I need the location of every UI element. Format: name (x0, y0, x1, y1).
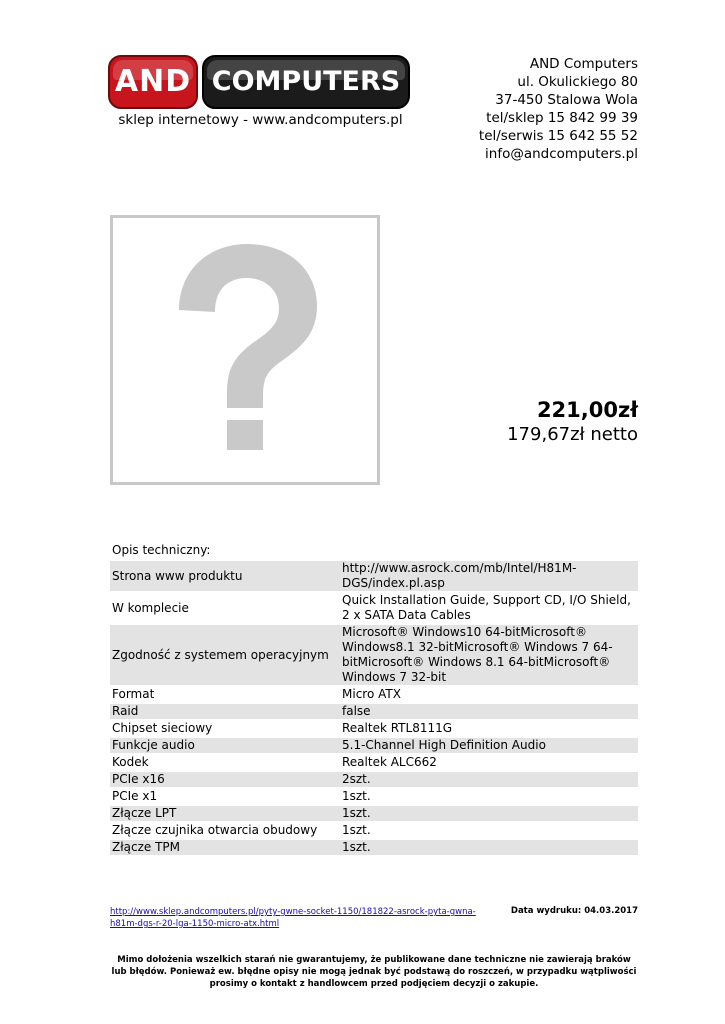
spec-row (110, 789, 638, 804)
spec-label: Złącze LPT (110, 806, 340, 821)
spec-row (110, 593, 638, 623)
spec-row (110, 738, 638, 753)
spec-label: Złącze TPM (110, 840, 340, 855)
spec-value: Realtek RTL8111G (342, 721, 453, 735)
spec-table (110, 559, 638, 857)
spec-label: PCIe x1 (112, 789, 158, 803)
spec-label: Złącze czujnika otwarcia obudowy (112, 823, 318, 837)
company-email: info@andcomputers.pl (485, 146, 638, 162)
price-net: 179,67zł netto (507, 424, 638, 445)
spec-label: Raid (110, 704, 340, 719)
spec-value: 1szt. (342, 789, 371, 803)
spec-row (110, 625, 638, 685)
spec-value: 5.1-Channel High Definition Audio (340, 738, 638, 753)
spec-value: 1szt. (340, 806, 638, 821)
spec-label: Kodek (112, 755, 149, 769)
spec-row (110, 772, 638, 787)
spec-label: Funkcje audio (110, 738, 340, 753)
spec-row (110, 823, 638, 838)
company-city: 37-450 Stalowa Wola (495, 92, 638, 108)
logo-and-block (108, 55, 198, 109)
spec-label: Strona www produktu (110, 561, 340, 591)
disclaimer: Mimo dołożenia wszelkich starań nie gwarantujemy, że publikowane dane techniczne nie zawierają braków lub błędów. Ponieważ ew. błędne opisy nie mogą jednak być podstawą do roszczeń, w przypadku wątpliwości prosimy o kontakt z handlowcem przed podjęciem decyzji o zakupie. (111, 955, 637, 989)
spec-label: PCIe x16 (110, 772, 340, 787)
product-image-placeholder (110, 215, 380, 485)
spec-value: Quick Installation Guide, Support CD, I/O Shield, 2 x SATA Data Cables (342, 593, 631, 622)
spec-value: Realtek ALC662 (342, 755, 437, 769)
company-name: AND Computers (529, 56, 638, 72)
product-url-link[interactable]: http://www.sklep.andcomputers.pl/pyty-gwne-socket-1150/181822-asrock-pyta-gwna-h81m-dgs-r-20-lga-1150-micro-atx.html (110, 907, 476, 929)
and-computers-logo (108, 55, 410, 111)
spec-row (110, 721, 638, 736)
spec-value: http://www.asrock.com/mb/Intel/H81M-DGS/index.pl.asp (340, 561, 638, 591)
question-mark-placeholder-icon (113, 218, 377, 482)
company-phone-service: tel/serwis 15 642 55 52 (478, 128, 638, 144)
price-gross: 221,00zł (536, 398, 638, 422)
spec-value: 1szt. (342, 823, 371, 837)
spec-value: 2szt. (340, 772, 638, 787)
shop-tagline: sklep internetowy - www.andcomputers.pl (118, 112, 403, 128)
spec-value: Microsoft® Windows10 64-bitMicrosoft® Windows8.1 32-bitMicrosoft® Windows 7 64-bitMicrosoft® Windows 8.1 64-bitMicrosoft® Windows 7 32-bit (340, 625, 638, 685)
logo-computers-block (202, 55, 410, 109)
spec-value: false (340, 704, 638, 719)
spec-row (110, 755, 638, 770)
spec-label: Chipset sieciowy (112, 721, 213, 735)
spec-row (110, 840, 638, 855)
spec-row (110, 704, 638, 719)
spec-value: Micro ATX (342, 687, 401, 701)
spec-row (110, 561, 638, 591)
price-block (507, 398, 638, 445)
spec-heading: Opis techniczny: (112, 543, 211, 557)
spec-row (110, 806, 638, 821)
spec-row (110, 687, 638, 702)
company-phone-shop: tel/sklep 15 842 99 39 (486, 110, 638, 126)
spec-label: Zgodność z systemem operacyjnym (110, 625, 340, 685)
print-date: Data wydruku: 04.03.2017 (510, 906, 638, 916)
company-address (479, 55, 638, 163)
company-street: ul. Okulickiego 80 (517, 74, 638, 90)
spec-label: W komplecie (112, 600, 189, 615)
logo-computers-text: COMPUTERS (211, 66, 401, 97)
spec-label: Format (112, 687, 155, 701)
spec-value: 1szt. (340, 840, 638, 855)
logo-and-text: AND (114, 64, 192, 99)
